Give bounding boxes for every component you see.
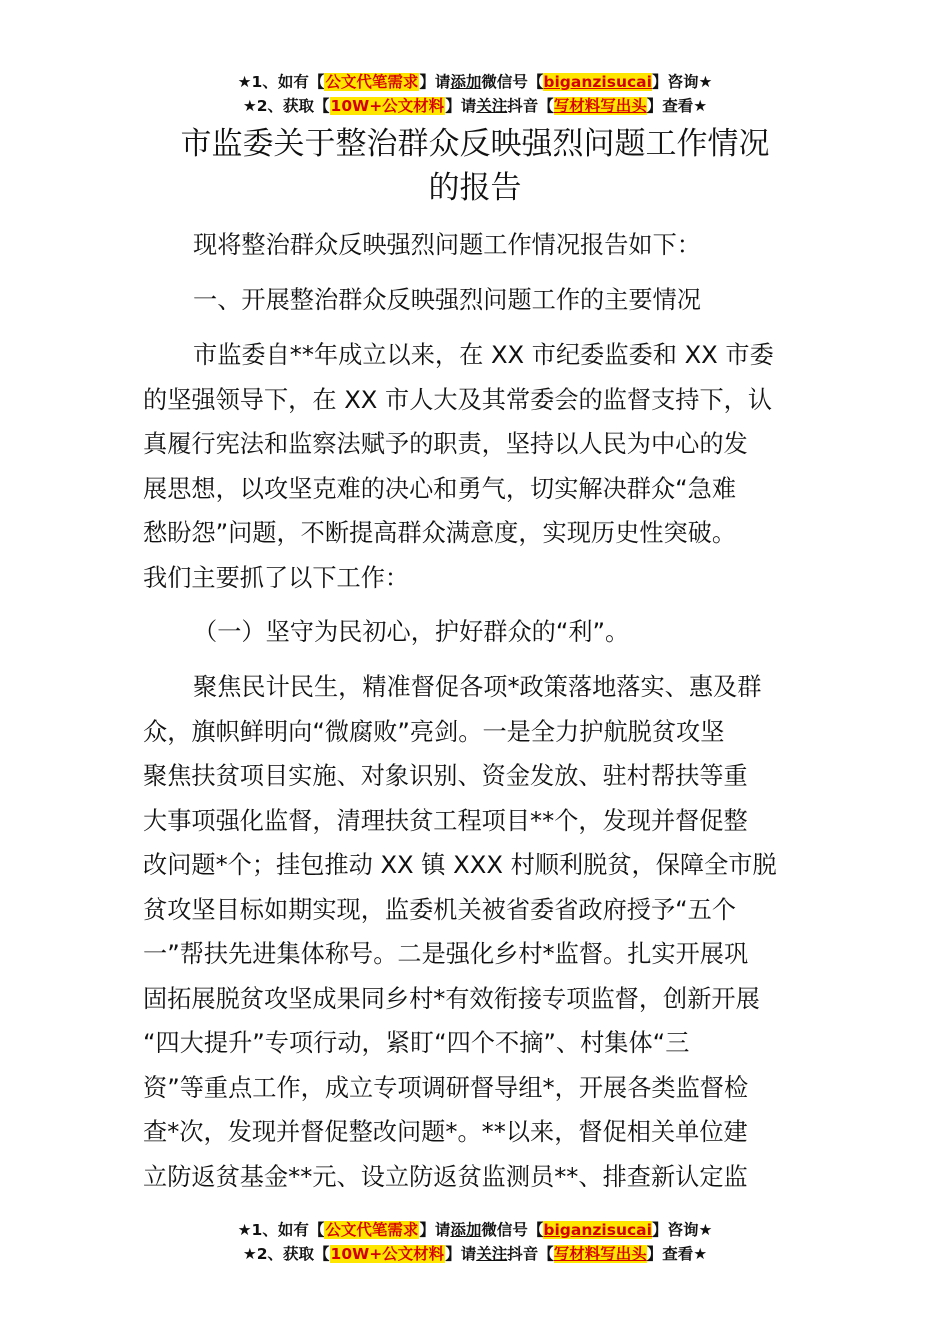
banner-highlight: 公文代笔需求 xyxy=(325,1221,419,1239)
text-line: 我们主要抓了以下工作： xyxy=(143,563,410,592)
banner-text: 微信号【 xyxy=(481,1221,544,1239)
text-line: 一、开展整治群众反映强烈问题工作的主要情况 xyxy=(193,286,701,314)
text-line: 愁盼怨”问题，不断提高群众满意度，实现历史性突破。 xyxy=(143,519,737,547)
text-line: 展思想，以攻坚克难的决心和勇气，切实解决群众“急难 xyxy=(143,474,737,503)
banner-text: 】查看★ xyxy=(646,97,708,115)
text-line: “四大提升”专项行动，紧盯“四个不摘”、村集体“三 xyxy=(143,1029,690,1057)
text-line: 立防返贫基金**元、设立防返贫监测员**、排查新认定监 xyxy=(143,1162,748,1191)
text-line: （一）坚守为民初心，护好群众的“利”。 xyxy=(193,618,630,646)
banner-underlined: 添加 xyxy=(450,73,482,91)
text-line: 固拓展脱贫攻坚成果同乡村*有效衔接专项监督，创新开展 xyxy=(143,984,760,1013)
banner-text: 】请 xyxy=(419,73,451,91)
banner-text: ★1、如有【 xyxy=(237,73,325,91)
text-line: 改问题*个；挂包推动 XX 镇 XXX 村顺利脱贫，保障全市脱 xyxy=(143,851,777,879)
document-title xyxy=(0,122,950,210)
header-banner xyxy=(0,70,950,118)
banner-line-2 xyxy=(0,94,950,118)
banner-wechat-id: biganzisucai xyxy=(543,73,652,91)
banner-douyin-id: 写材料写出头 xyxy=(553,1245,647,1263)
banner-highlight: 公文代笔需求 xyxy=(325,73,419,91)
text-line: 众，旗帜鲜明向“微腐败”亮剑。一是全力护航脱贫攻坚 xyxy=(143,717,725,746)
banner-text: 】咨询★ xyxy=(651,73,713,91)
paragraph-overview xyxy=(143,333,811,600)
banner-text: 】查看★ xyxy=(646,1245,708,1263)
text-line: 聚焦扶贫项目实施、对象识别、资金发放、驻村帮扶等重 xyxy=(143,762,748,790)
text-line: 一”帮扶先进集体称号。二是强化乡村*监督。扎实开展巩 xyxy=(143,940,749,968)
text-line: 资”等重点工作，成立专项调研督导组*，开展各类监督检 xyxy=(143,1073,749,1102)
banner-underlined: 添加 xyxy=(450,1221,482,1239)
banner-text: 微信号【 xyxy=(481,73,544,91)
subsection-heading-1 xyxy=(143,610,811,655)
banner-douyin-id: 写材料写出头 xyxy=(553,97,647,115)
text-line: 真履行宪法和监察法赋予的职责，坚持以人民为中心的发 xyxy=(143,430,748,458)
text-line: 市监委自**年成立以来，在 XX 市纪委监委和 XX 市委 xyxy=(193,341,774,369)
banner-text: ★2、获取【 xyxy=(242,1245,330,1263)
intro-paragraph xyxy=(143,223,811,268)
banner-wechat-id: biganzisucai xyxy=(543,1221,652,1239)
title-line-2: 的报告 xyxy=(428,170,522,206)
banner-text: 】请 xyxy=(445,97,477,115)
banner-text: ★2、获取【 xyxy=(242,97,330,115)
banner-text: 】请 xyxy=(419,1221,451,1239)
banner-highlight: 10W+公文材料 xyxy=(330,97,445,115)
banner-text: 抖音【 xyxy=(507,1245,554,1263)
footer-line-1 xyxy=(0,1218,950,1242)
text-line: 查*次，发现并督促整改问题*。**以来，督促相关单位建 xyxy=(143,1118,748,1146)
text-line: 现将整治群众反映强烈问题工作情况报告如下： xyxy=(193,231,701,259)
banner-text: 】请 xyxy=(445,1245,477,1263)
banner-text: 抖音【 xyxy=(507,97,554,115)
text-line: 大事项强化监督，清理扶贫工程项目**个，发现并督促整 xyxy=(143,806,748,835)
section-heading-1 xyxy=(143,278,811,323)
footer-banner xyxy=(0,1218,950,1266)
banner-underlined: 关注 xyxy=(476,1245,508,1263)
text-line: 聚焦民计民生，精准督促各项*政策落地落实、惠及群 xyxy=(193,673,762,701)
paragraph-detail xyxy=(143,665,811,1199)
text-line: 的坚强领导下，在 XX 市人大及其常委会的监督支持下，认 xyxy=(143,385,773,414)
title-line-1: 市监委关于整治群众反映强烈问题工作情况 xyxy=(180,126,770,162)
banner-underlined: 关注 xyxy=(476,97,508,115)
banner-line-1 xyxy=(0,70,950,94)
banner-text: ★1、如有【 xyxy=(237,1221,325,1239)
banner-highlight: 10W+公文材料 xyxy=(330,1245,445,1263)
footer-line-2 xyxy=(0,1242,950,1266)
banner-text: 】咨询★ xyxy=(651,1221,713,1239)
text-line: 贫攻坚目标如期实现，监委机关被省委省政府授予“五个 xyxy=(143,895,737,924)
